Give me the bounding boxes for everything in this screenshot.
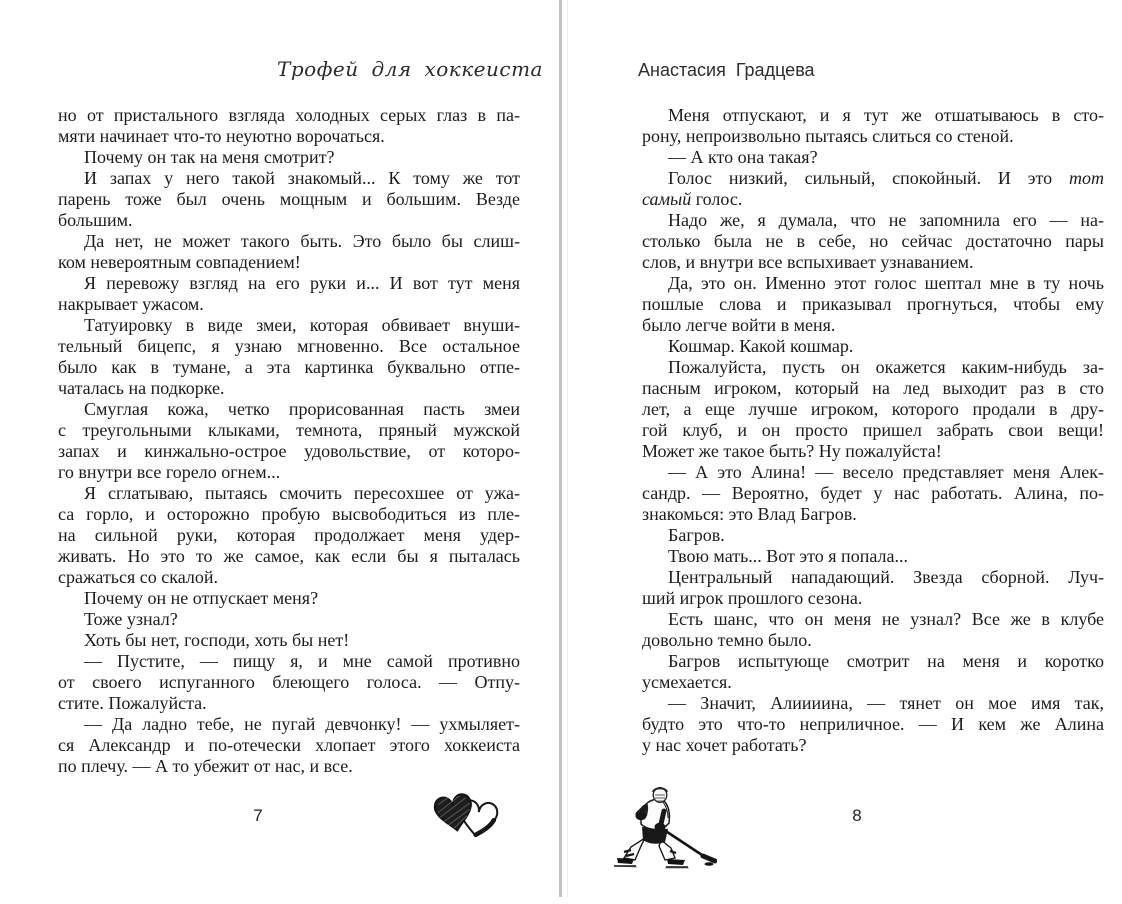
text-line: Голос низкий, сильный, спокойный. И это тот — [668, 168, 1104, 188]
text-line: Надо же, я думала, что не запомнила его — на- — [668, 210, 1104, 230]
text-line: Твою мать... Вот это я попала... — [668, 546, 908, 566]
text-line: сражаться со скалой. — [58, 567, 218, 587]
text-line: от своего испуганного блеющего голоса. — Отпу- — [58, 672, 520, 692]
text-line: запах и кинжально-острое удовольствие, от которо- — [58, 441, 520, 461]
text-line: по плечу. — А то убежит от нас, и все. — [58, 756, 353, 776]
text-line: с треугольными клыками, темнота, пряный мужской — [58, 420, 520, 440]
scribbled-hearts-icon — [428, 788, 506, 846]
text-line: но от пристального взгляда холодных серых глаз в па- — [58, 105, 520, 125]
text-line: Почему он не отпускает меня? — [84, 588, 319, 608]
text-line: Меня отпускают, и я тут же отшатываюсь в сто- — [668, 105, 1104, 125]
text-line: Я перевожу взгляд на его руки и... И вот тут меня — [84, 273, 520, 293]
text-line: Багров. — [668, 525, 725, 545]
text-line: стите. Пожалуйста. — [58, 693, 207, 713]
hockey-player-icon — [597, 784, 717, 872]
page-gutter-shadow — [567, 0, 568, 897]
text-line: Есть шанс, что он меня не узнал? Все же в клубе — [668, 609, 1104, 629]
text-line: тельный бицепс, я узнаю мгновенно. Все остальное — [58, 336, 520, 356]
text-line: Да нет, не может такого быть. Это было бы слиш- — [84, 231, 520, 251]
text-line: Татуировку в виде змеи, которая обвивает внуши- — [84, 315, 520, 335]
text-line: — А это Алина! — весело представляет меня Алек- — [668, 462, 1104, 482]
text-line: мяти начинает что-то неуютно ворочаться. — [58, 126, 385, 146]
text-line: ком невероятным совпадением! — [58, 252, 301, 272]
text-line: ся Александр и по-отечески хлопает этого хоккеиста — [58, 735, 520, 755]
text-line: рону, непроизвольно пытаясь слиться со стеной. — [642, 126, 1014, 146]
text-line: довольно темно было. — [642, 630, 812, 650]
text-line: пошлые слова и приказывал прогнуться, чтобы ему — [642, 294, 1104, 314]
text-line: накрывает ужасом. — [58, 294, 204, 314]
text-line: Пожалуйста, пусть он окажется каким-нибудь за- — [668, 357, 1104, 377]
text-line: самый голос. — [642, 189, 743, 209]
text-line: Почему он так на меня смотрит? — [84, 147, 335, 167]
right-page-number: 8 — [852, 806, 862, 825]
text-line: — Пустите, — пищу я, и мне самой противно — [84, 651, 520, 671]
text-line: гой клуб, и он просто пришел забрать свои вещи! — [642, 420, 1104, 440]
text-line: лет, а еще лучше игроком, которого продали в дру- — [642, 399, 1104, 419]
text-line: у нас хочет работать? — [642, 735, 807, 755]
text-line: знакомься: это Влад Багров. — [642, 504, 857, 524]
left-text-block — [58, 105, 520, 777]
text-line: Багров испытующе смотрит на меня и коротко — [668, 651, 1104, 671]
text-line: Да, это он. Именно этот голос шептал мне в ту ночь — [668, 273, 1104, 293]
text-line: столько была не в себе, но сейчас достаточно пары — [642, 231, 1104, 251]
text-line: ший игрок прошлого сезона. — [642, 588, 863, 608]
text-line: парень тоже был очень мощным и большим. Везде — [58, 189, 520, 209]
page-gutter-divider — [559, 0, 562, 897]
right-running-header: Анастасия Градцева — [638, 60, 815, 80]
text-line: пасным игроком, который на лед выходит раз в сто — [642, 378, 1104, 398]
text-line: большим. — [58, 210, 133, 230]
text-line: на сильной руки, которая продолжает меня удер- — [58, 525, 520, 545]
text-line: Кошмар. Какой кошмар. — [668, 336, 854, 356]
text-line: слов, и внутри все вспыхивает узнаванием. — [642, 252, 974, 272]
text-line: будто это что-то неприличное. — И кем же Алина — [642, 714, 1104, 734]
text-line: сандр. — Вероятно, будет у нас работать. Алина, по- — [642, 483, 1104, 503]
text-line: го внутри все горело огнем... — [58, 462, 281, 482]
text-line: са горло, и осторожно пробую высвободиться из пле- — [58, 504, 520, 524]
text-line: Хоть бы нет, господи, хоть бы нет! — [84, 630, 350, 650]
right-text-block — [642, 105, 1104, 756]
text-line: чаталась на подкорке. — [58, 378, 225, 398]
text-line: И запах у него такой знакомый... К тому же тот — [84, 168, 520, 188]
left-running-header: Трофей для хоккеиста — [277, 57, 543, 81]
text-line: усмехается. — [642, 672, 732, 692]
text-line: Центральный нападающий. Звезда сборной. Луч- — [668, 567, 1104, 587]
text-line: — А кто она такая? — [668, 147, 818, 167]
left-page-number: 7 — [253, 806, 263, 825]
text-line: — Значит, Алиииина, — тянет он мое имя так, — [668, 693, 1104, 713]
text-line: было как в тумане, а эта картинка буквально отпе- — [58, 357, 520, 377]
text-line: Я сглатываю, пытаясь смочить пересохшее от ужа- — [84, 483, 520, 503]
text-line: Может же такое быть? Ну пожалуйста! — [642, 441, 942, 461]
text-line: живать. Но это то же самое, как если бы я пыталась — [58, 546, 520, 566]
text-line: было легче войти в меня. — [642, 315, 836, 335]
text-line: Смуглая кожа, четко прорисованная пасть змеи — [84, 399, 520, 419]
text-line: — Да ладно тебе, не пугай девчонку! — ухмыляет- — [84, 714, 520, 734]
text-line: Тоже узнал? — [84, 609, 178, 629]
